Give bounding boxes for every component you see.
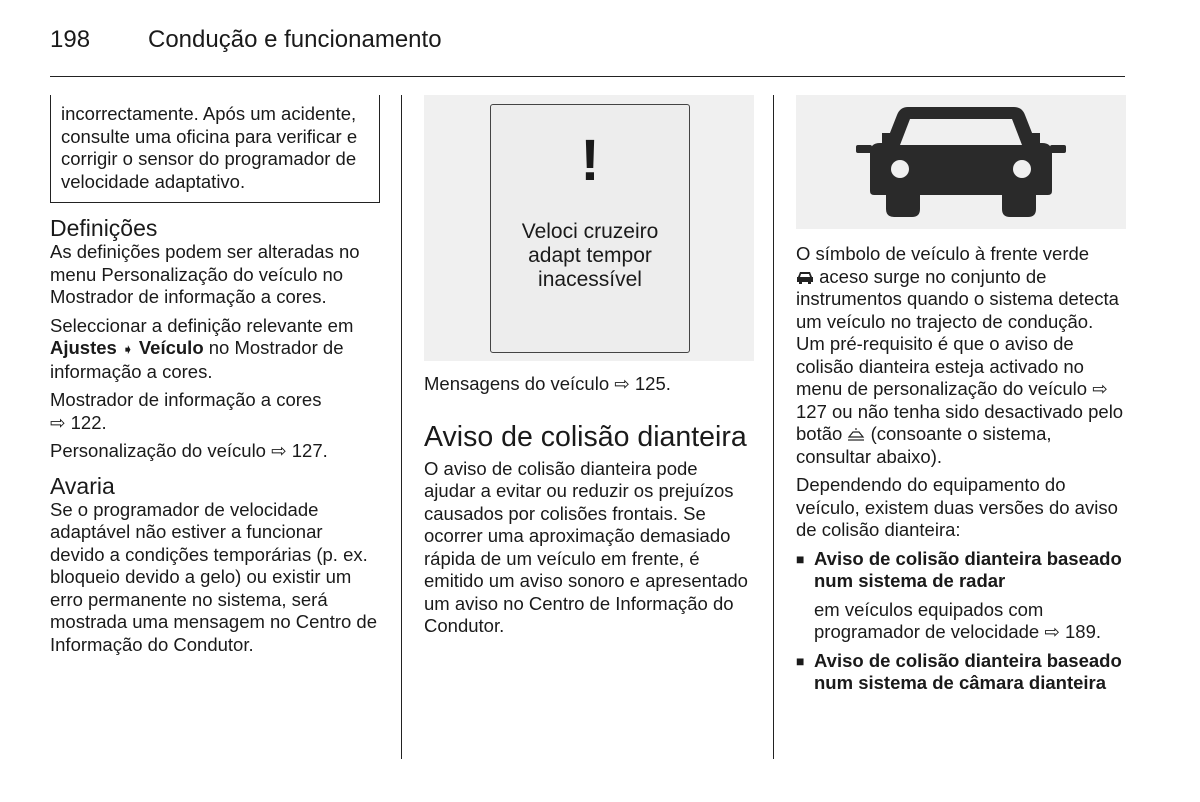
display-message	[491, 220, 689, 292]
menu-veiculo: Veículo	[138, 337, 204, 358]
paragraph: Dependendo do equipamento do veículo, existem duas versões do aviso de colisão dianteira:	[796, 474, 1118, 540]
car-ahead-illustration	[796, 95, 1126, 229]
driver-info-display	[490, 104, 690, 353]
column-divider	[401, 95, 402, 759]
list-item-text: em veículos equipados com programador de velocidade ⇨ 189.	[814, 598, 1102, 642]
list-item-heading: Aviso de colisão dianteira baseado num sistema de câmara dianteira	[814, 649, 1122, 693]
list-item	[796, 650, 1126, 695]
list-item-heading: Aviso de colisão dianteira baseado num sistema de radar	[814, 547, 1122, 591]
collision-warning-button-icon	[847, 428, 865, 442]
chapter-title: Condução e funcionamento	[148, 26, 442, 53]
paragraph	[50, 389, 380, 434]
caution-note-text: incorrectamente. Após um acidente, consulte uma oficina para verificar e corrigir o sensor do programador de velocidade adaptativo.	[61, 103, 358, 192]
page-number: 198	[50, 26, 91, 53]
display-illustration	[424, 95, 754, 361]
display-line: adapt tempor	[528, 244, 652, 267]
text-span: O símbolo de veículo à frente verde	[796, 243, 1090, 264]
caution-note	[50, 95, 380, 203]
warning-exclamation-icon: !	[580, 128, 600, 193]
text-span: no Mostrador de informação a cores.	[50, 337, 344, 382]
paragraph: Se o programador de velocidade adaptável não estiver a funcionar devido a condições temporárias (p. ex. bloqueio devido a gelo) ou existir um erro permanente no sistema, será mostrada uma mensagem no Centro de Informação do Condutor.	[50, 498, 378, 655]
display-line: Veloci cruzeiro	[521, 220, 659, 243]
arrow-right-icon: ➧	[121, 341, 134, 357]
car-ahead-icon	[796, 271, 814, 285]
paragraph	[50, 315, 380, 384]
section-heading-definicoes: Definições	[50, 215, 158, 241]
paragraph: As definições podem ser alteradas no menu Personalização do veículo no Mostrador de informação a cores.	[50, 241, 360, 307]
bullet-square-icon: ■	[796, 550, 805, 567]
text-span: aceso surge no conjunto de instrumentos quando o sistema detecta um veículo no trajecto de condução. Um pré-requisito é que o aviso de colisão dianteira esteja activado no menu de personalização do veículo ⇨ 127 ou não tenha sido desactivado pelo botão	[796, 265, 1124, 444]
bullet-square-icon: ■	[796, 652, 805, 669]
page-reference: ⇨ 122.	[50, 411, 107, 433]
page-header	[50, 24, 1125, 77]
column-left	[50, 95, 380, 656]
column-divider	[773, 95, 774, 759]
paragraph: Personalização do veículo ⇨ 127.	[50, 440, 328, 461]
list-item	[796, 548, 1126, 593]
text-span: Seleccionar a definição relevante em	[50, 314, 354, 336]
text-span: Mostrador de informação a cores	[50, 389, 322, 410]
section-heading-avaria: Avaria	[50, 472, 115, 499]
text-span: (consoante o sistema, consultar abaixo).	[796, 423, 1052, 467]
paragraph	[796, 243, 1126, 468]
column-right	[796, 95, 1126, 695]
display-line: inacessível	[538, 268, 642, 291]
section-heading-aviso: Aviso de colisão dianteira	[424, 420, 747, 453]
figure-caption: Mensagens do veículo ⇨ 125.	[424, 373, 671, 394]
car-ahead-icon	[796, 95, 1126, 229]
paragraph: O aviso de colisão dianteira pode ajudar a evitar ou reduzir os prejuízos causados por colisões frontais. Se ocorrer uma aproximação demasiado rápida de um veículo em frente, é emitido um aviso sonoro e apresentado um aviso no Centro de Informação do Condutor.	[424, 457, 748, 636]
column-middle	[424, 95, 754, 638]
menu-ajustes: Ajustes	[50, 337, 117, 358]
